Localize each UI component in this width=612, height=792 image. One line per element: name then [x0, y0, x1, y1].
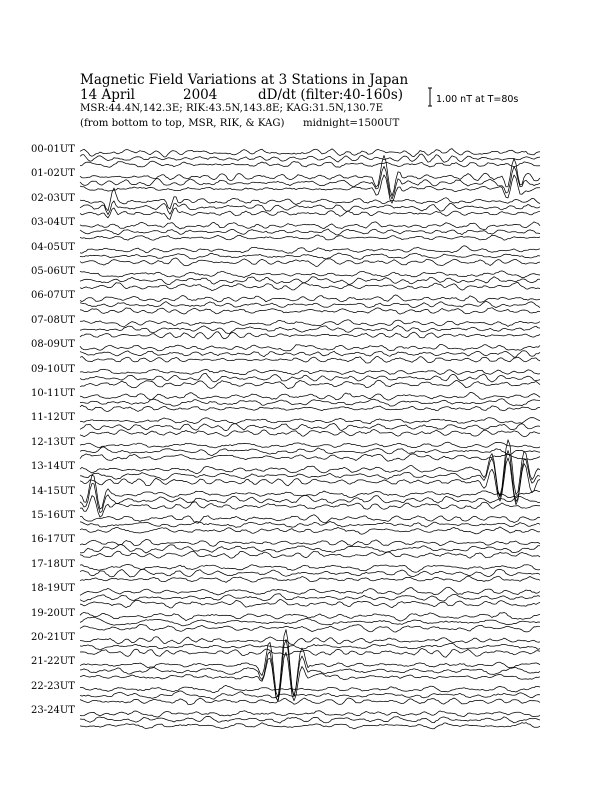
trace-kag [80, 369, 540, 374]
trace-msr [80, 723, 540, 729]
hour-row [80, 515, 540, 535]
trace-rik [80, 617, 540, 626]
trace-rik [80, 423, 540, 430]
trace-rik [80, 640, 540, 701]
trace-rik [80, 399, 540, 406]
hour-row [80, 149, 540, 168]
trace-rik [80, 594, 540, 602]
hour-label: 01-02UT [31, 168, 75, 180]
trace-msr [80, 405, 540, 411]
trace-kag [80, 475, 540, 509]
trace-msr [80, 496, 540, 518]
trace-msr [80, 161, 540, 167]
hour-label: 23-24UT [31, 705, 75, 717]
trace-kag [80, 564, 540, 572]
trace-msr [80, 258, 540, 267]
chart-title: Magnetic Field Variations at 3 Stations in Japan [80, 72, 409, 88]
trace-rik [80, 351, 540, 358]
hour-row [80, 442, 540, 461]
hour-label: 20-21UT [31, 632, 75, 643]
hour-row [80, 393, 540, 412]
trace-rik [80, 229, 540, 235]
traces [80, 149, 540, 729]
hour-row [80, 271, 540, 291]
trace-msr [80, 576, 540, 582]
year-label: 2004 [183, 87, 218, 103]
trace-msr [80, 430, 540, 437]
scale-bar-label: 1.00 nT at T=80s [436, 94, 519, 105]
trace-kag [80, 442, 540, 448]
trace-rik [80, 717, 540, 724]
trace-msr [80, 308, 540, 315]
hour-label: 12-13UT [31, 436, 75, 448]
hour-label: 21-22UT [31, 656, 75, 668]
hour-row [80, 685, 540, 704]
hour-label: 10-11UT [31, 388, 75, 399]
hour-row [80, 188, 540, 219]
hour-label: 06-07UT [31, 290, 75, 302]
trace-msr [80, 600, 540, 608]
trace-msr [80, 380, 540, 388]
trace-rik [80, 544, 540, 553]
hour-row [80, 539, 540, 558]
trace-rik [80, 301, 540, 307]
midnight-note: midnight=1500UT [303, 118, 400, 129]
hour-row [80, 246, 540, 267]
hour-label: 15-16UT [31, 510, 75, 521]
hour-row [80, 587, 540, 608]
hour-row [80, 564, 540, 582]
trace-msr [80, 648, 540, 657]
trace-kag [80, 587, 540, 595]
hour-row [80, 612, 540, 632]
scale-bar [428, 88, 432, 106]
station-order-note: (from bottom to top, MSR, RIK, & KAG) [80, 118, 285, 129]
trace-rik [80, 277, 540, 285]
trace-kag [80, 271, 540, 278]
hour-label: 11-12UT [31, 412, 75, 424]
hour-row [80, 369, 540, 388]
trace-kag [80, 295, 540, 302]
hour-label: 04-05UT [31, 241, 75, 253]
trace-msr [80, 527, 540, 534]
trace-msr [80, 332, 540, 339]
hour-label: 17-18UT [31, 558, 75, 570]
trace-rik [80, 643, 540, 650]
hour-label: 14-15UT [31, 485, 75, 497]
trace-msr [80, 551, 540, 558]
component-filter-label: dD/dt (filter:40-160s) [258, 87, 404, 103]
trace-kag [80, 539, 540, 546]
trace-kag [80, 320, 540, 327]
hour-label: 05-06UT [31, 266, 75, 277]
trace-msr [80, 624, 540, 632]
hour-label: 22-23UT [31, 680, 75, 692]
hour-label: 07-08UT [31, 314, 75, 326]
trace-rik [80, 154, 540, 162]
trace-rik [80, 569, 540, 577]
trace-kag [80, 685, 540, 692]
trace-kag [80, 711, 540, 717]
trace-msr [80, 356, 540, 363]
hour-row [80, 637, 540, 658]
hour-label: 08-09UT [31, 339, 75, 351]
trace-rik [80, 166, 540, 199]
stations-label: MSR:44.4N,142.3E; RIK:43.5N,143.8E; KAG:31.5N,130.7E [80, 103, 384, 114]
trace-kag [80, 637, 540, 645]
hour-row [80, 475, 540, 517]
trace-kag [80, 246, 540, 254]
trace-kag [80, 418, 540, 424]
hour-label: 19-20UT [31, 607, 75, 619]
hour-row [80, 418, 540, 437]
hour-row [80, 295, 540, 314]
trace-kag [80, 515, 540, 524]
trace-kag [80, 630, 540, 697]
hour-row [80, 222, 540, 240]
hour-row [80, 344, 540, 363]
trace-msr [80, 283, 540, 291]
hour-label: 02-03UT [31, 192, 75, 204]
trace-rik [80, 325, 540, 333]
hour-label: 16-17UT [31, 534, 75, 546]
trace-msr [80, 698, 540, 705]
hour-row [80, 711, 540, 729]
trace-rik [80, 691, 540, 699]
hour-label: 00-01UT [31, 144, 75, 155]
hour-label: 03-04UT [31, 217, 75, 229]
trace-kag [80, 393, 540, 401]
hour-label: 18-19UT [31, 583, 75, 595]
trace-msr [80, 454, 540, 461]
trace-kag [80, 149, 540, 157]
date-label: 14 April [80, 87, 135, 103]
trace-kag [80, 440, 540, 496]
trace-rik [80, 521, 540, 527]
hour-label: 13-14UT [31, 461, 75, 473]
trace-msr [80, 208, 540, 220]
trace-rik [80, 253, 540, 259]
hour-row [80, 320, 540, 339]
trace-msr [80, 235, 540, 240]
trace-kag [80, 344, 540, 351]
trace-rik [80, 447, 540, 456]
trace-msr [80, 652, 540, 701]
trace-kag [80, 222, 540, 230]
hour-label: 09-10UT [31, 363, 75, 375]
